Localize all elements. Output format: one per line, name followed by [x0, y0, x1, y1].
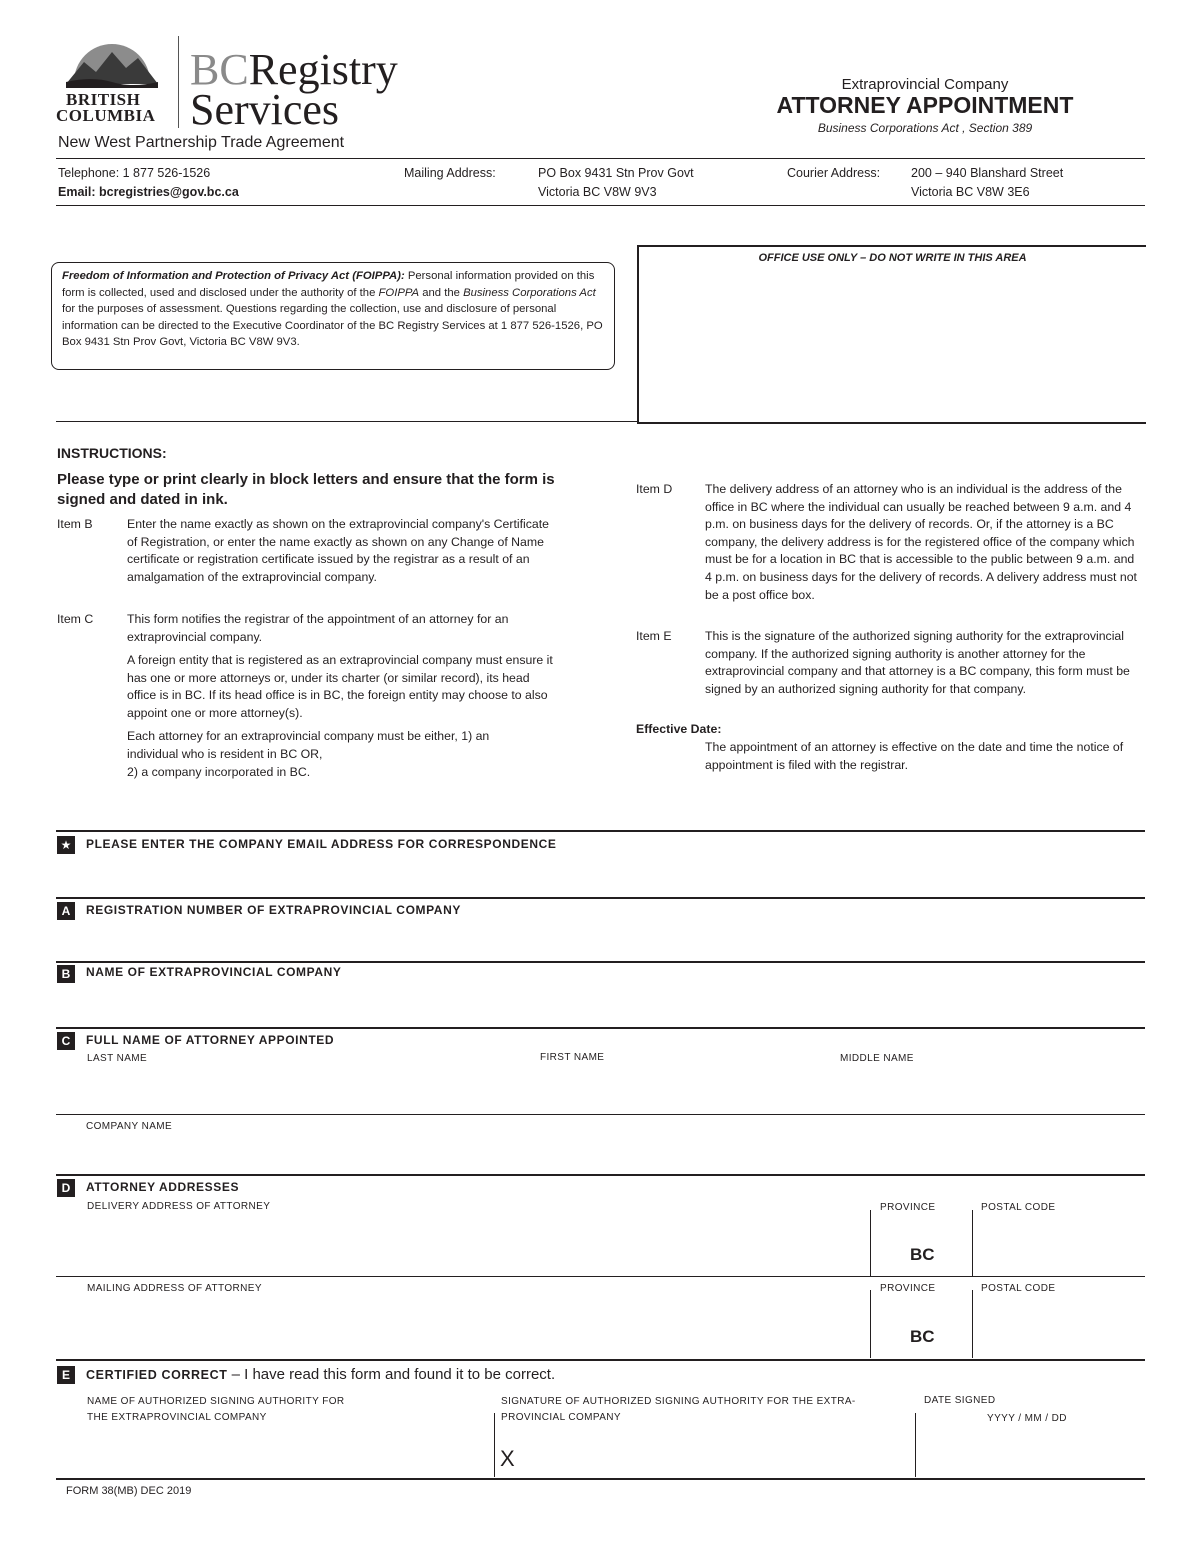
- delivery-province-value: BC: [910, 1245, 935, 1264]
- section-d-title: ATTORNEY ADDRESSES: [86, 1180, 240, 1194]
- mailing-province-label: PROVINCE: [880, 1283, 936, 1294]
- foippa-lead: Freedom of Information and Protection of Privacy Act (FOIPPA):: [62, 270, 405, 282]
- mailing-address-label: MAILING ADDRESS OF ATTORNEY: [87, 1283, 262, 1294]
- badge-d: D: [57, 1179, 75, 1197]
- item-e-label: Item E: [636, 629, 672, 643]
- form-subtitle: Extraprovincial Company: [841, 76, 1009, 93]
- company-email-input[interactable]: [86, 855, 1141, 895]
- office-use-label: OFFICE USE ONLY – DO NOT WRITE IN THIS AREA: [758, 252, 1027, 264]
- form-act: Business Corporations Act , Section 389: [817, 121, 1033, 135]
- signature-mark: X: [500, 1446, 515, 1471]
- foippa-italic2: Business Corporations Act: [463, 286, 596, 299]
- section-c-title: FULL NAME OF ATTORNEY APPOINTED: [86, 1033, 335, 1047]
- item-b-label: Item B: [57, 517, 93, 531]
- form-number: FORM 38(MB) DEC 2019: [66, 1485, 192, 1497]
- mailing-label: Mailing Address:: [404, 166, 496, 180]
- section-b-title: NAME OF EXTRAPROVINCIAL COMPANY: [86, 965, 342, 979]
- delivery-postal-label: POSTAL CODE: [981, 1202, 1056, 1213]
- courier-line1: 200 – 940 Blanshard Street: [911, 166, 1064, 180]
- mailing-postal-label: POSTAL CODE: [981, 1283, 1056, 1294]
- signature-label-2: PROVINCIAL COMPANY: [501, 1412, 621, 1423]
- last-name-input[interactable]: [86, 1068, 526, 1112]
- signature-input[interactable]: [526, 1430, 908, 1476]
- item-d-label: Item D: [636, 482, 673, 496]
- delivery-postal-input[interactable]: [980, 1218, 1140, 1274]
- delivery-address-label: DELIVERY ADDRESS OF ATTORNEY: [87, 1201, 271, 1212]
- date-signed-input[interactable]: [924, 1430, 1140, 1476]
- foippa-text3: for the purposes of assessment. Questions regarding the collection, use and disclosure of personal information can be directed to the Executive Coordinator of the BC Registry Services at 1 877 526-1526, PO Box 9431 Stn Prov Govt, Victoria BC V8W 9V3.: [62, 303, 603, 348]
- item-c-text-2: A foreign entity that is registered as an extraprovincial company must ensure it has one or more attorneys or, under its charter (or similar record), its head office is in BC. If its head office is in BC, the foreign entity may choose to also appoint one or more attorney(s).: [127, 653, 553, 720]
- attorney-company-name-input[interactable]: [86, 1135, 1141, 1173]
- section-email-title: PLEASE ENTER THE COMPANY EMAIL ADDRESS FOR CORRESPONDENCE: [86, 837, 557, 851]
- instructions-lead: Please type or print clearly in block letters and ensure that the form is signed and dated in ink.: [57, 471, 555, 508]
- mailing-address-input[interactable]: [86, 1298, 866, 1356]
- item-c-text-3: Each attorney for an extraprovincial company must be either, 1) an individual who is resident in BC OR,: [127, 729, 490, 761]
- signer-name-input[interactable]: [86, 1428, 486, 1476]
- delivery-province-label: PROVINCE: [880, 1202, 936, 1213]
- badge-a: A: [57, 902, 75, 920]
- item-b-text: Enter the name exactly as shown on the extraprovincial company's Certificate of Registration, or enter the name exactly as shown on any Change of Name certificate or registration certificate issued by the registrar as a result of an amalgamation of the extraprovincial company.: [127, 517, 550, 584]
- badge-e: E: [57, 1366, 75, 1384]
- mailing-postal-input[interactable]: [980, 1298, 1140, 1356]
- badge-c: C: [57, 1032, 75, 1050]
- wordmark-bc: BC: [190, 45, 249, 94]
- item-d-text: The delivery address of an attorney who is an individual is the address of the office in BC where the individual can usually be reached between 9 a.m. and 4 p.m. on business days for the delivery of records. Or, if the attorney is a BC company, the delivery address is for the registered office of the company which must be for a location in BC that is accessible to the public between 9 a.m. and 4 p.m. on business days for the delivery of records. A delivery address must not be a post office box.: [705, 482, 1137, 602]
- first-name-label: FIRST NAME: [540, 1052, 605, 1063]
- section-e-title-text: CERTIFIED CORRECT: [86, 1368, 228, 1382]
- first-name-input[interactable]: [540, 1068, 830, 1112]
- signer-name-label-2: THE EXTRAPROVINCIAL COMPANY: [87, 1412, 267, 1423]
- last-name-label: LAST NAME: [87, 1053, 148, 1064]
- signer-name-label-1: NAME OF AUTHORIZED SIGNING AUTHORITY FOR: [87, 1396, 345, 1407]
- sun-mountain-icon: [62, 32, 162, 94]
- item-c-text-4: 2) a company incorporated in BC.: [127, 765, 311, 779]
- logo-columbia: COLUMBIA: [56, 106, 156, 125]
- form-title: ATTORNEY APPOINTMENT: [776, 92, 1074, 118]
- registration-number-input[interactable]: [86, 920, 1141, 958]
- logo-british: BRITISH: [66, 90, 141, 109]
- item-c-text-1: This form notifies the registrar of the appointment of an attorney for an extraprovincial company.: [127, 612, 509, 644]
- item-c-label: Item C: [57, 612, 94, 626]
- badge-b: B: [57, 965, 75, 983]
- section-e-statement: – I have read this form and found it to be correct.: [227, 1366, 556, 1383]
- foippa-italic1: FOIPPA: [378, 286, 420, 299]
- middle-name-label: MIDDLE NAME: [840, 1053, 914, 1064]
- middle-name-input[interactable]: [840, 1068, 1140, 1112]
- telephone: Telephone: 1 877 526-1526: [58, 166, 211, 180]
- office-use-area: [637, 245, 1146, 424]
- item-e-text: This is the signature of the authorized signing authority for the extraprovincial company. If the authorized signing authority is another attorney for the extraprovincial company and that attorney is a BC company, this form must be signed by an authorized signing authority for that company.: [705, 629, 1130, 696]
- foippa-text2: and the: [419, 286, 464, 299]
- section-a-title: REGISTRATION NUMBER OF EXTRAPROVINCIAL COMPANY: [86, 903, 461, 917]
- courier-line2: Victoria BC V8W 3E6: [911, 185, 1030, 199]
- wordmark-services: Services: [190, 85, 340, 134]
- courier-label: Courier Address:: [787, 166, 881, 180]
- section-e-title: [86, 1366, 555, 1384]
- company-name-input[interactable]: [86, 983, 1141, 1025]
- attorney-company-name-label: COMPANY NAME: [86, 1121, 173, 1132]
- mailing-line1: PO Box 9431 Stn Prov Govt: [538, 166, 694, 180]
- effective-date-label: Effective Date:: [636, 722, 722, 736]
- email[interactable]: Email: bcregistries@gov.bc.ca: [58, 185, 239, 199]
- effective-date-text: The appointment of an attorney is effective on the date and time the notice of appointment is filed with the registrar.: [705, 740, 1124, 772]
- foippa-notice: [51, 262, 615, 370]
- bc-logo: [56, 32, 162, 127]
- wordmark-registry: Registry: [248, 45, 398, 94]
- delivery-address-input[interactable]: [86, 1216, 866, 1274]
- signature-label-1: SIGNATURE OF AUTHORIZED SIGNING AUTHORITY FOR THE EXTRA-: [501, 1396, 856, 1407]
- badge-star: ★: [57, 836, 75, 854]
- foippa-text1: Personal information provided on this form is collected, used and disclosed under the authority of the: [62, 270, 595, 299]
- date-signed-label: DATE SIGNED: [924, 1395, 996, 1406]
- date-format-hint: YYYY / MM / DD: [987, 1413, 1067, 1424]
- instructions-heading: INSTRUCTIONS:: [57, 445, 167, 461]
- mailing-province-value: BC: [910, 1327, 935, 1346]
- mailing-line2: Victoria BC V8W 9V3: [538, 185, 657, 199]
- agreement-text: New West Partnership Trade Agreement: [58, 134, 345, 151]
